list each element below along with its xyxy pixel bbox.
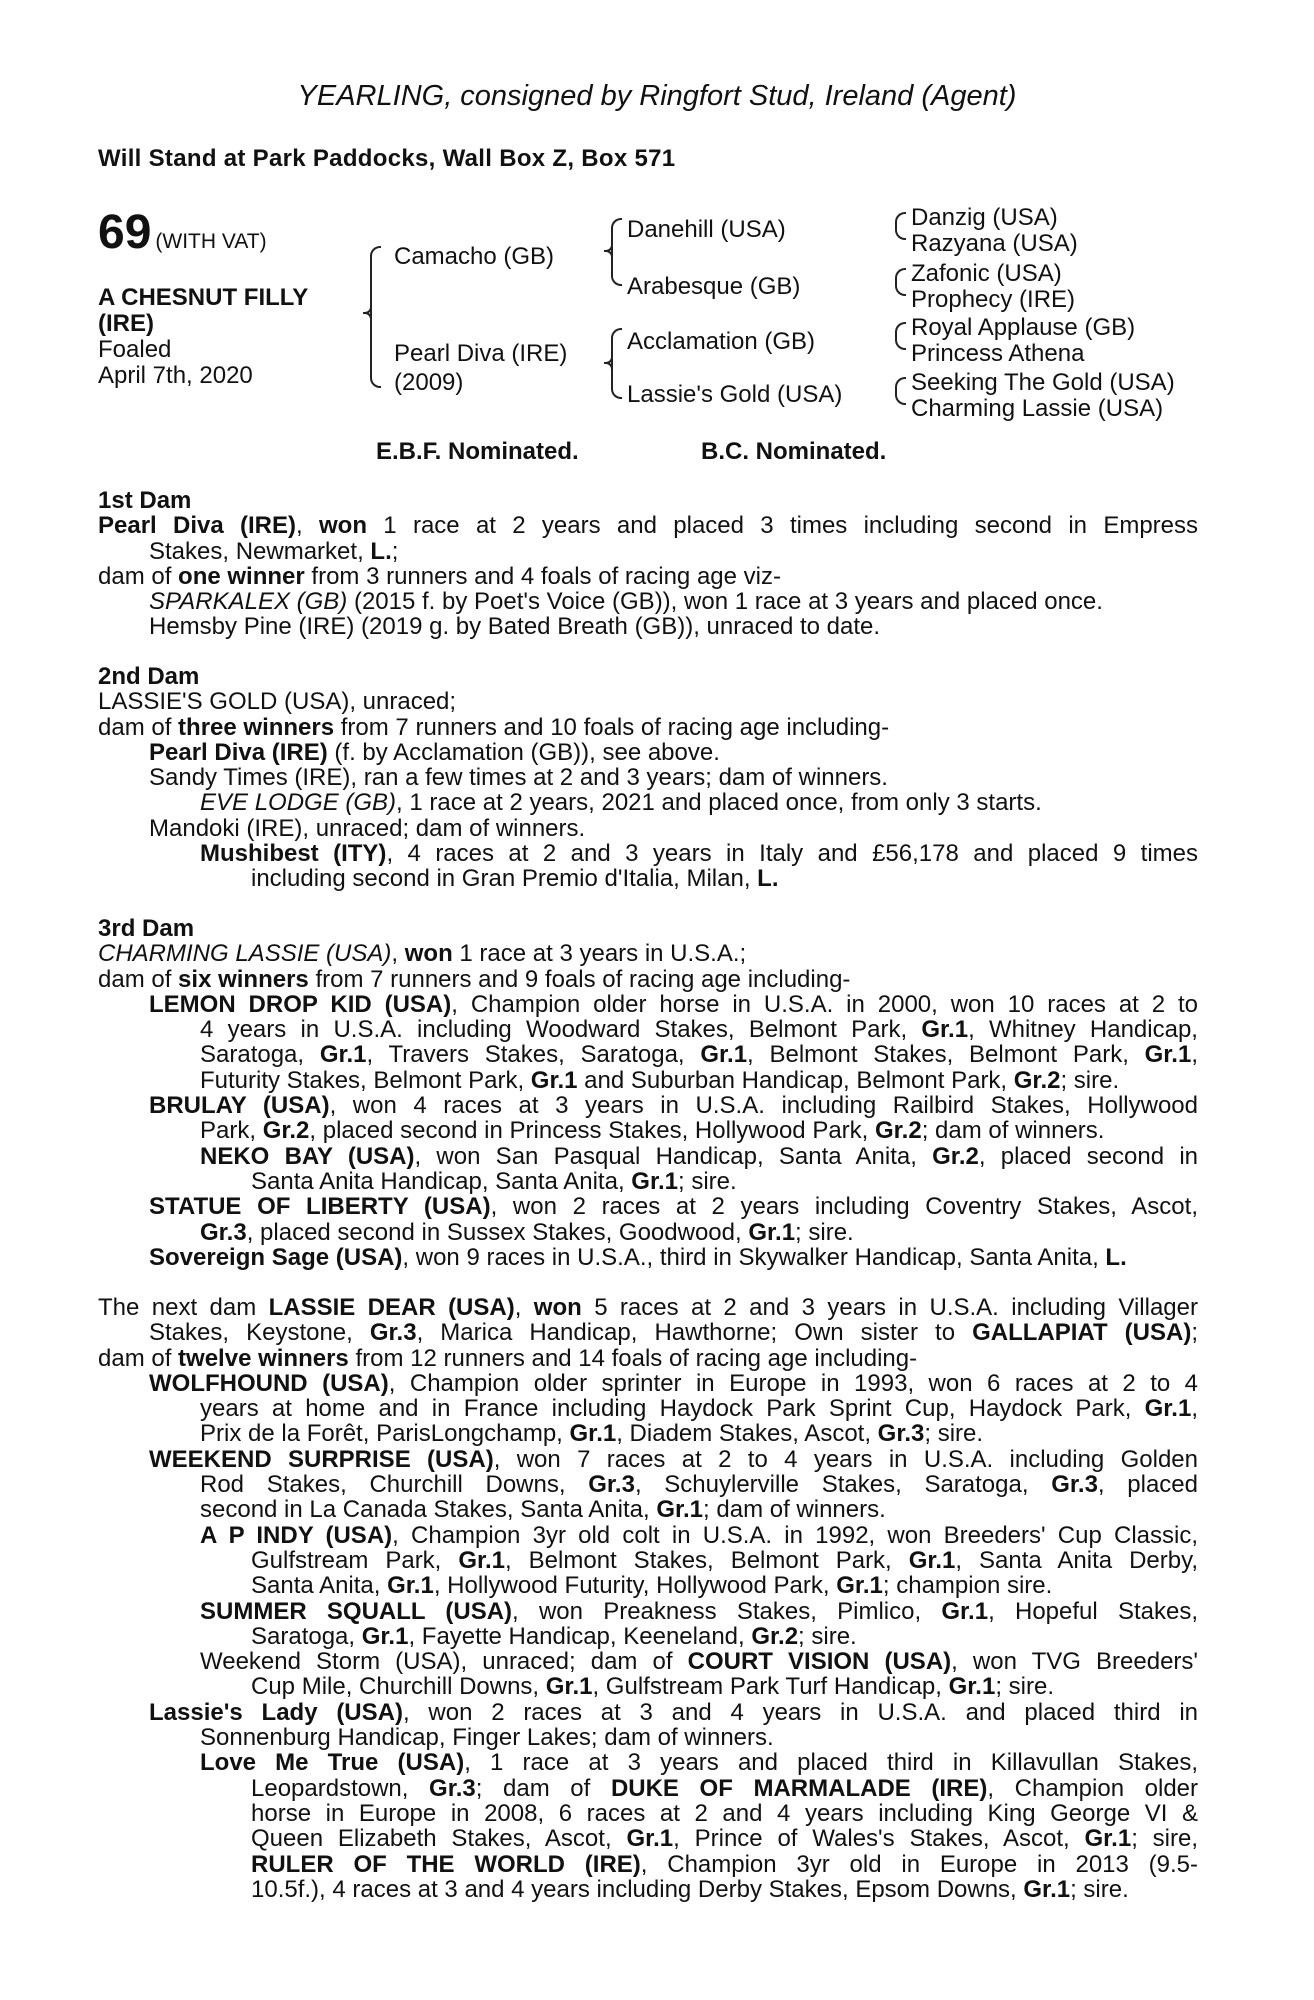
progeny-love-me-true: Love Me True (USA), 1 race at 3 years and placed third in Killavullan Stakes, [200,1749,1198,1777]
weekend-surprise-line-3: second in La Canada Stakes, Santa Anita, Gr.1; dam of winners. [200,1496,886,1524]
third-dam-section [98,916,1198,1270]
pedigree-dam-sire: Acclamation (GB) [627,328,816,355]
progeny-sovereign-sage: Sovereign Sage (USA), won 9 races in U.S.A., third in Skywalker Handicap, Santa Anita, L. [149,1243,1127,1271]
lot-sex-colour: A CHESNUT FILLY [98,284,309,311]
pedigree-sire: Camacho (GB) [394,243,555,270]
pedigree-sire-dam: Arabesque (GB) [627,273,801,300]
lot-number: 69 [98,206,152,259]
brace-gen3-3b [895,335,906,350]
brace-gen3-2b [895,281,906,296]
pedigree-gen3-4: Prophecy (IRE) [911,286,1076,313]
love-me-true-line-5: RULER OF THE WORLD (IRE), Champion 3yr old in Europe in 2013 (9.5- [251,1850,1198,1878]
statue-of-liberty-line-2: Gr.3, placed second in Sussex Stakes, Goodwood, Gr.1; sire. [200,1218,854,1246]
lemon-drop-kid-line-3: Saratoga, Gr.1, Travers Stakes, Saratoga, Gr.1, Belmont Stakes, Belmont Park, Gr.1, [200,1041,1198,1069]
progeny-mandoki: Mandoki (IRE), unraced; dam of winners. [149,814,586,842]
weekend-surprise-line-2: Rod Stakes, Churchill Downs, Gr.3, Schuylerville Stakes, Saratoga, Gr.3, placed [200,1471,1199,1499]
first-dam-heading: 1st Dam [98,487,192,514]
love-me-true-line-4: Queen Elizabeth Stakes, Ascot, Gr.1, Prince of Wales's Stakes, Ascot, Gr.1; sire, [251,1825,1199,1853]
lemon-drop-kid-line-2: 4 years in U.S.A. including Woodward Stakes, Belmont Park, Gr.1, Whitney Handicap, [200,1016,1198,1044]
wolfhound-line-2: years at home and in France including Haydock Park Sprint Cup, Haydock Park, Gr.1, [200,1395,1198,1423]
pedigree-dam: Pearl Diva (IRE) [394,340,568,367]
progeny-lemon-drop-kid: LEMON DROP KID (USA), Champion older horse in U.S.A. in 2000, won 10 races at 2 to [149,990,1198,1018]
brace-tip-gen1 [363,306,370,318]
first-dam-section [98,488,1198,640]
second-dam-section [98,664,1198,892]
pedigree-sire-sire: Danehill (USA) [627,216,786,243]
lassies-lady-line-2: Sonnenburg Handicap, Finger Lakes; dam of winners. [200,1724,774,1752]
progeny-summer-squall: SUMMER SQUALL (USA), won Preakness Stakes, Pimlico, Gr.1, Hopeful Stakes, [200,1597,1198,1625]
first-dam-line-3: dam of one winner from 3 runners and 4 foals of racing age viz- [98,562,781,590]
third-dam-line-1: CHARMING LASSIE (USA), won 1 race at 3 years in U.S.A.; [98,940,747,968]
brace-dam [370,312,381,388]
lot-number-block [98,205,267,260]
pedigree-gen3-6: Princess Athena [911,340,1085,367]
brace-gen3-1b [895,225,906,240]
pedigree-gen3-2: Razyana (USA) [911,230,1078,257]
progeny-mushibest-cont: including second in Gran Premio d'Italia, Milan, L. [251,865,779,893]
lemon-drop-kid-line-4: Futurity Stakes, Belmont Park, Gr.1 and Suburban Handicap, Belmont Park, Gr.2; sire. [200,1066,1120,1094]
next-dam-line-2: Stakes, Keystone, Gr.3, Marica Handicap, Hawthorne; Own sister to GALLAPIAT (USA); [149,1319,1199,1347]
foaled-date: April 7th, 2020 [98,362,253,389]
love-me-true-line-2: Leopardstown, Gr.3; dam of DUKE OF MARMALADE (IRE), Champion older [251,1774,1199,1802]
brace-tip-sire [604,244,611,256]
next-dam-section [98,1295,1198,1902]
progeny-sparkalex: SPARKALEX (GB) (2015 f. by Poet's Voice (GB)), won 1 race at 3 years and placed once. [149,588,1103,616]
second-dam-heading: 2nd Dam [98,663,200,690]
progeny-weekend-surprise: WEEKEND SURPRISE (USA), won 7 races at 2 to 4 years in U.S.A. including Golden [149,1445,1199,1473]
a-p-indy-line-2: Gulfstream Park, Gr.1, Belmont Stakes, Belmont Park, Gr.1, Santa Anita Derby, [251,1546,1198,1574]
ebf-nominated: E.B.F. Nominated. [376,438,579,465]
first-dam-line-1: Pearl Diva (IRE), won 1 race at 2 years and placed 3 times including second in Empress [98,512,1199,540]
progeny-wolfhound: WOLFHOUND (USA), Champion older sprinter in Europe in 1993, won 6 races at 2 to 4 [149,1369,1199,1397]
pedigree-gen3-1: Danzig (USA) [911,204,1058,231]
love-me-true-line-3: horse in Europe in 2008, 6 races at 2 and 4 years including King George VI & [251,1799,1198,1827]
wolfhound-line-3: Prix de la Forêt, ParisLongchamp, Gr.1, Diadem Stakes, Ascot, Gr.3; sire. [200,1420,984,1448]
second-dam-line-2: dam of three winners from 7 runners and 10 foals of racing age including- [98,713,890,741]
consignment-heading: YEARLING, consigned by Ringfort Stud, Ireland (Agent) [297,80,1017,112]
third-dam-heading: 3rd Dam [98,915,195,942]
progeny-weekend-storm: Weekend Storm (USA), unraced; dam of COURT VISION (USA), won TVG Breeders' [200,1648,1198,1676]
brace-tip-dam [604,356,611,368]
pedigree-gen3-7: Seeking The Gold (USA) [911,369,1175,396]
progeny-mushibest: Mushibest (ITY), 4 races at 2 and 3 years in Italy and £56,178 and placed 9 times [200,840,1199,868]
lot-description [98,285,308,389]
lot-country: (IRE) [98,310,154,337]
progeny-hemsby-pine: Hemsby Pine (IRE) (2019 g. by Bated Breath (GB)), unraced to date. [149,613,881,641]
progeny-sandy-times: Sandy Times (IRE), ran a few times at 2 and 3 years; dam of winners. [149,764,888,792]
progeny-statue-of-liberty: STATUE OF LIBERTY (USA), won 2 races at 2 years including Coventry Stakes, Ascot, [149,1193,1198,1221]
vat-note: (WITH VAT) [155,230,267,253]
progeny-lassies-lady: Lassie's Lady (USA), won 2 races at 3 and 4 years in U.S.A. and placed third in [149,1698,1199,1726]
pedigree-dam-year: (2009) [394,369,464,396]
second-dam-line-1: LASSIE'S GOLD (USA), unraced; [98,688,457,716]
progeny-neko-bay: NEKO BAY (USA), won San Pasqual Handicap, Santa Anita, Gr.2, placed second in [200,1142,1199,1170]
stand-location: Will Stand at Park Paddocks, Wall Box Z, Box 571 [98,145,676,172]
next-dam-line-3: dam of twelve winners from 12 runners and 14 foals of racing age including- [98,1344,918,1372]
a-p-indy-line-3: Santa Anita, Gr.1, Hollywood Futurity, Hollywood Park, Gr.1; champion sire. [251,1572,1053,1600]
progeny-eve-lodge: EVE LODGE (GB), 1 race at 2 years, 2021 and placed once, from only 3 starts. [200,789,1042,817]
love-me-true-line-6: 10.5f.), 4 races at 3 and 4 years including Derby Stakes, Epsom Downs, Gr.1; sire. [251,1875,1129,1903]
neko-bay-line-2: Santa Anita Handicap, Santa Anita, Gr.1; sire. [251,1167,737,1195]
brace-sire [370,246,381,314]
pedigree-gen3-8: Charming Lassie (USA) [911,395,1164,422]
brace-gen3-4b [895,390,906,405]
pedigree-dam-dam: Lassie's Gold (USA) [627,381,843,408]
next-dam-line-1: The next dam LASSIE DEAR (USA), won 5 races at 2 and 3 years in U.S.A. including Villager [98,1294,1198,1321]
progeny-pearl-diva: Pearl Diva (IRE) (f. by Acclamation (GB)), see above. [149,738,720,766]
first-dam-line-2: Stakes, Newmarket, L.; [149,537,399,565]
progeny-a-p-indy: A P INDY (USA), Champion 3yr old colt in U.S.A. in 1992, won Breeders' Cup Classic, [200,1521,1198,1549]
progeny-brulay: BRULAY (USA), won 4 races at 3 years in U.S.A. including Railbird Stakes, Hollywood [149,1092,1198,1120]
summer-squall-line-2: Saratoga, Gr.1, Fayette Handicap, Keeneland, Gr.2; sire. [251,1622,857,1650]
foaled-label: Foaled [98,336,172,363]
pedigree-gen3-5: Royal Applause (GB) [911,314,1136,341]
bc-nominated: B.C. Nominated. [701,438,887,465]
third-dam-line-2: dam of six winners from 7 runners and 9 foals of racing age including- [98,965,851,993]
pedigree-gen3-3: Zafonic (USA) [911,260,1062,287]
weekend-storm-line-2: Cup Mile, Churchill Downs, Gr.1, Gulfstream Park Turf Handicap, Gr.1; sire. [251,1673,1054,1701]
brulay-line-2: Park, Gr.2, placed second in Princess Stakes, Hollywood Park, Gr.2; dam of winners. [200,1117,1105,1145]
